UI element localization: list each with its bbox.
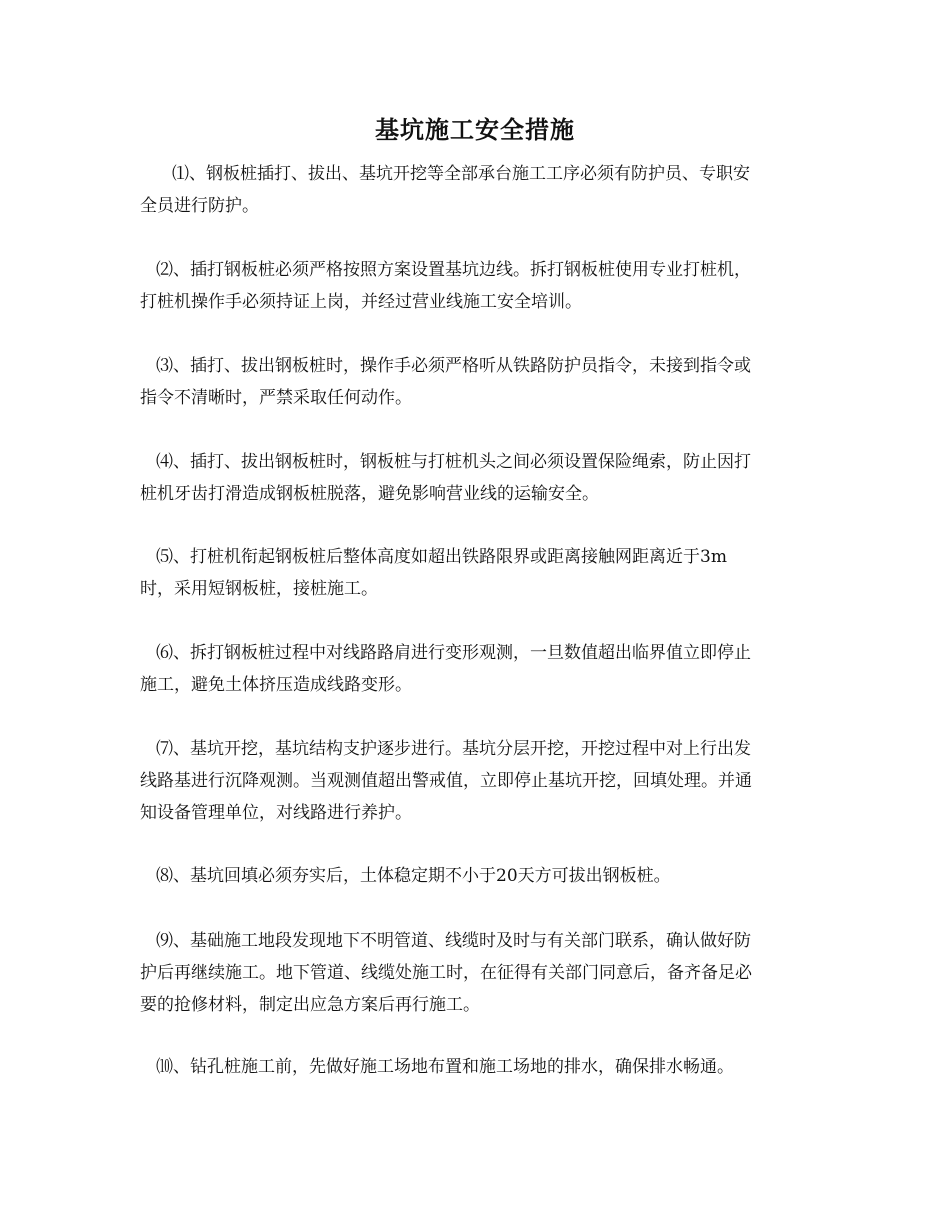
paragraph-2 [140, 254, 812, 318]
paragraph-line: ⑺、基坑开挖，基坑结构支护逐步进行。基坑分层开挖，开挖过程中对上行出发 [156, 739, 751, 759]
paragraph-line: ⑴、钢板桩插打、拔出、基坑开挖等全部承台施工工序必须有防护员、专职安 [172, 164, 750, 184]
paragraph-line: ⑽、钻孔桩施工前，先做好施工场地布置和施工场地的排水，确保排水畅通。 [156, 1057, 734, 1077]
paragraph-4 [140, 446, 812, 510]
paragraph-3 [140, 350, 812, 414]
paragraph-line: ⑷、插打、拔出钢板桩时，钢板桩与打桩机头之间必须设置保险绳索，防止因打 [156, 452, 751, 472]
paragraph-line: ⑹、拆打钢板桩过程中对线路路肩进行变形观测，一旦数值超出临界值立即停止 [156, 643, 751, 663]
paragraph-10 [140, 1051, 812, 1083]
paragraph-line: ⑵、插打钢板桩必须严格按照方案设置基坑边线。拆打钢板桩使用专业打桩机， [156, 260, 751, 280]
paragraph-line: 全员进行防护。 [140, 196, 259, 216]
paragraph-line: 桩机牙齿打滑造成钢板桩脱落，避免影响营业线的运输安全。 [140, 484, 599, 504]
paragraph-6 [140, 637, 812, 701]
paragraph-line: 施工，避免土体挤压造成线路变形。 [140, 675, 412, 695]
paragraph-1 [140, 158, 812, 222]
paragraph-line: ⑻、基坑回填必须夯实后，土体稳定期不小于20天方可拔出钢板桩。 [156, 866, 671, 886]
paragraph-line: 指令不清晰时，严禁采取任何动作。 [140, 388, 412, 408]
paragraph-5 [140, 541, 812, 605]
paragraph-line: 时，采用短钢板桩，接桩施工。 [140, 579, 378, 599]
paragraph-line: ⑶、插打、拔出钢板桩时，操作手必须严格听从铁路防护员指令，未接到指令或 [156, 356, 751, 376]
paragraph-line: 要的抢修材料，制定出应急方案后再行施工。 [140, 995, 480, 1015]
paragraph-8 [140, 860, 812, 892]
paragraph-9 [140, 925, 812, 1021]
document-title: 基坑施工安全措施 [375, 115, 575, 144]
paragraph-line: ⑸、打桩机衔起钢板桩后整体高度如超出铁路限界或距离接触网距离近于3m [156, 547, 727, 567]
paragraph-line: 线路基进行沉降观测。当观测值超出警戒值，立即停止基坑开挖，回填处理。并通 [140, 771, 752, 791]
paragraph-line: 打桩机操作手必须持证上岗，并经过营业线施工安全培训。 [140, 292, 582, 312]
paragraph-line: ⑼、基础施工地段发现地下不明管道、线缆时及时与有关部门联系，确认做好防 [156, 931, 751, 951]
paragraph-line: 护后再继续施工。地下管道、线缆处施工时，在征得有关部门同意后，备齐备足必 [140, 963, 752, 983]
paragraph-7 [140, 733, 812, 829]
paragraph-line: 知设备管理单位，对线路进行养护。 [140, 803, 412, 823]
